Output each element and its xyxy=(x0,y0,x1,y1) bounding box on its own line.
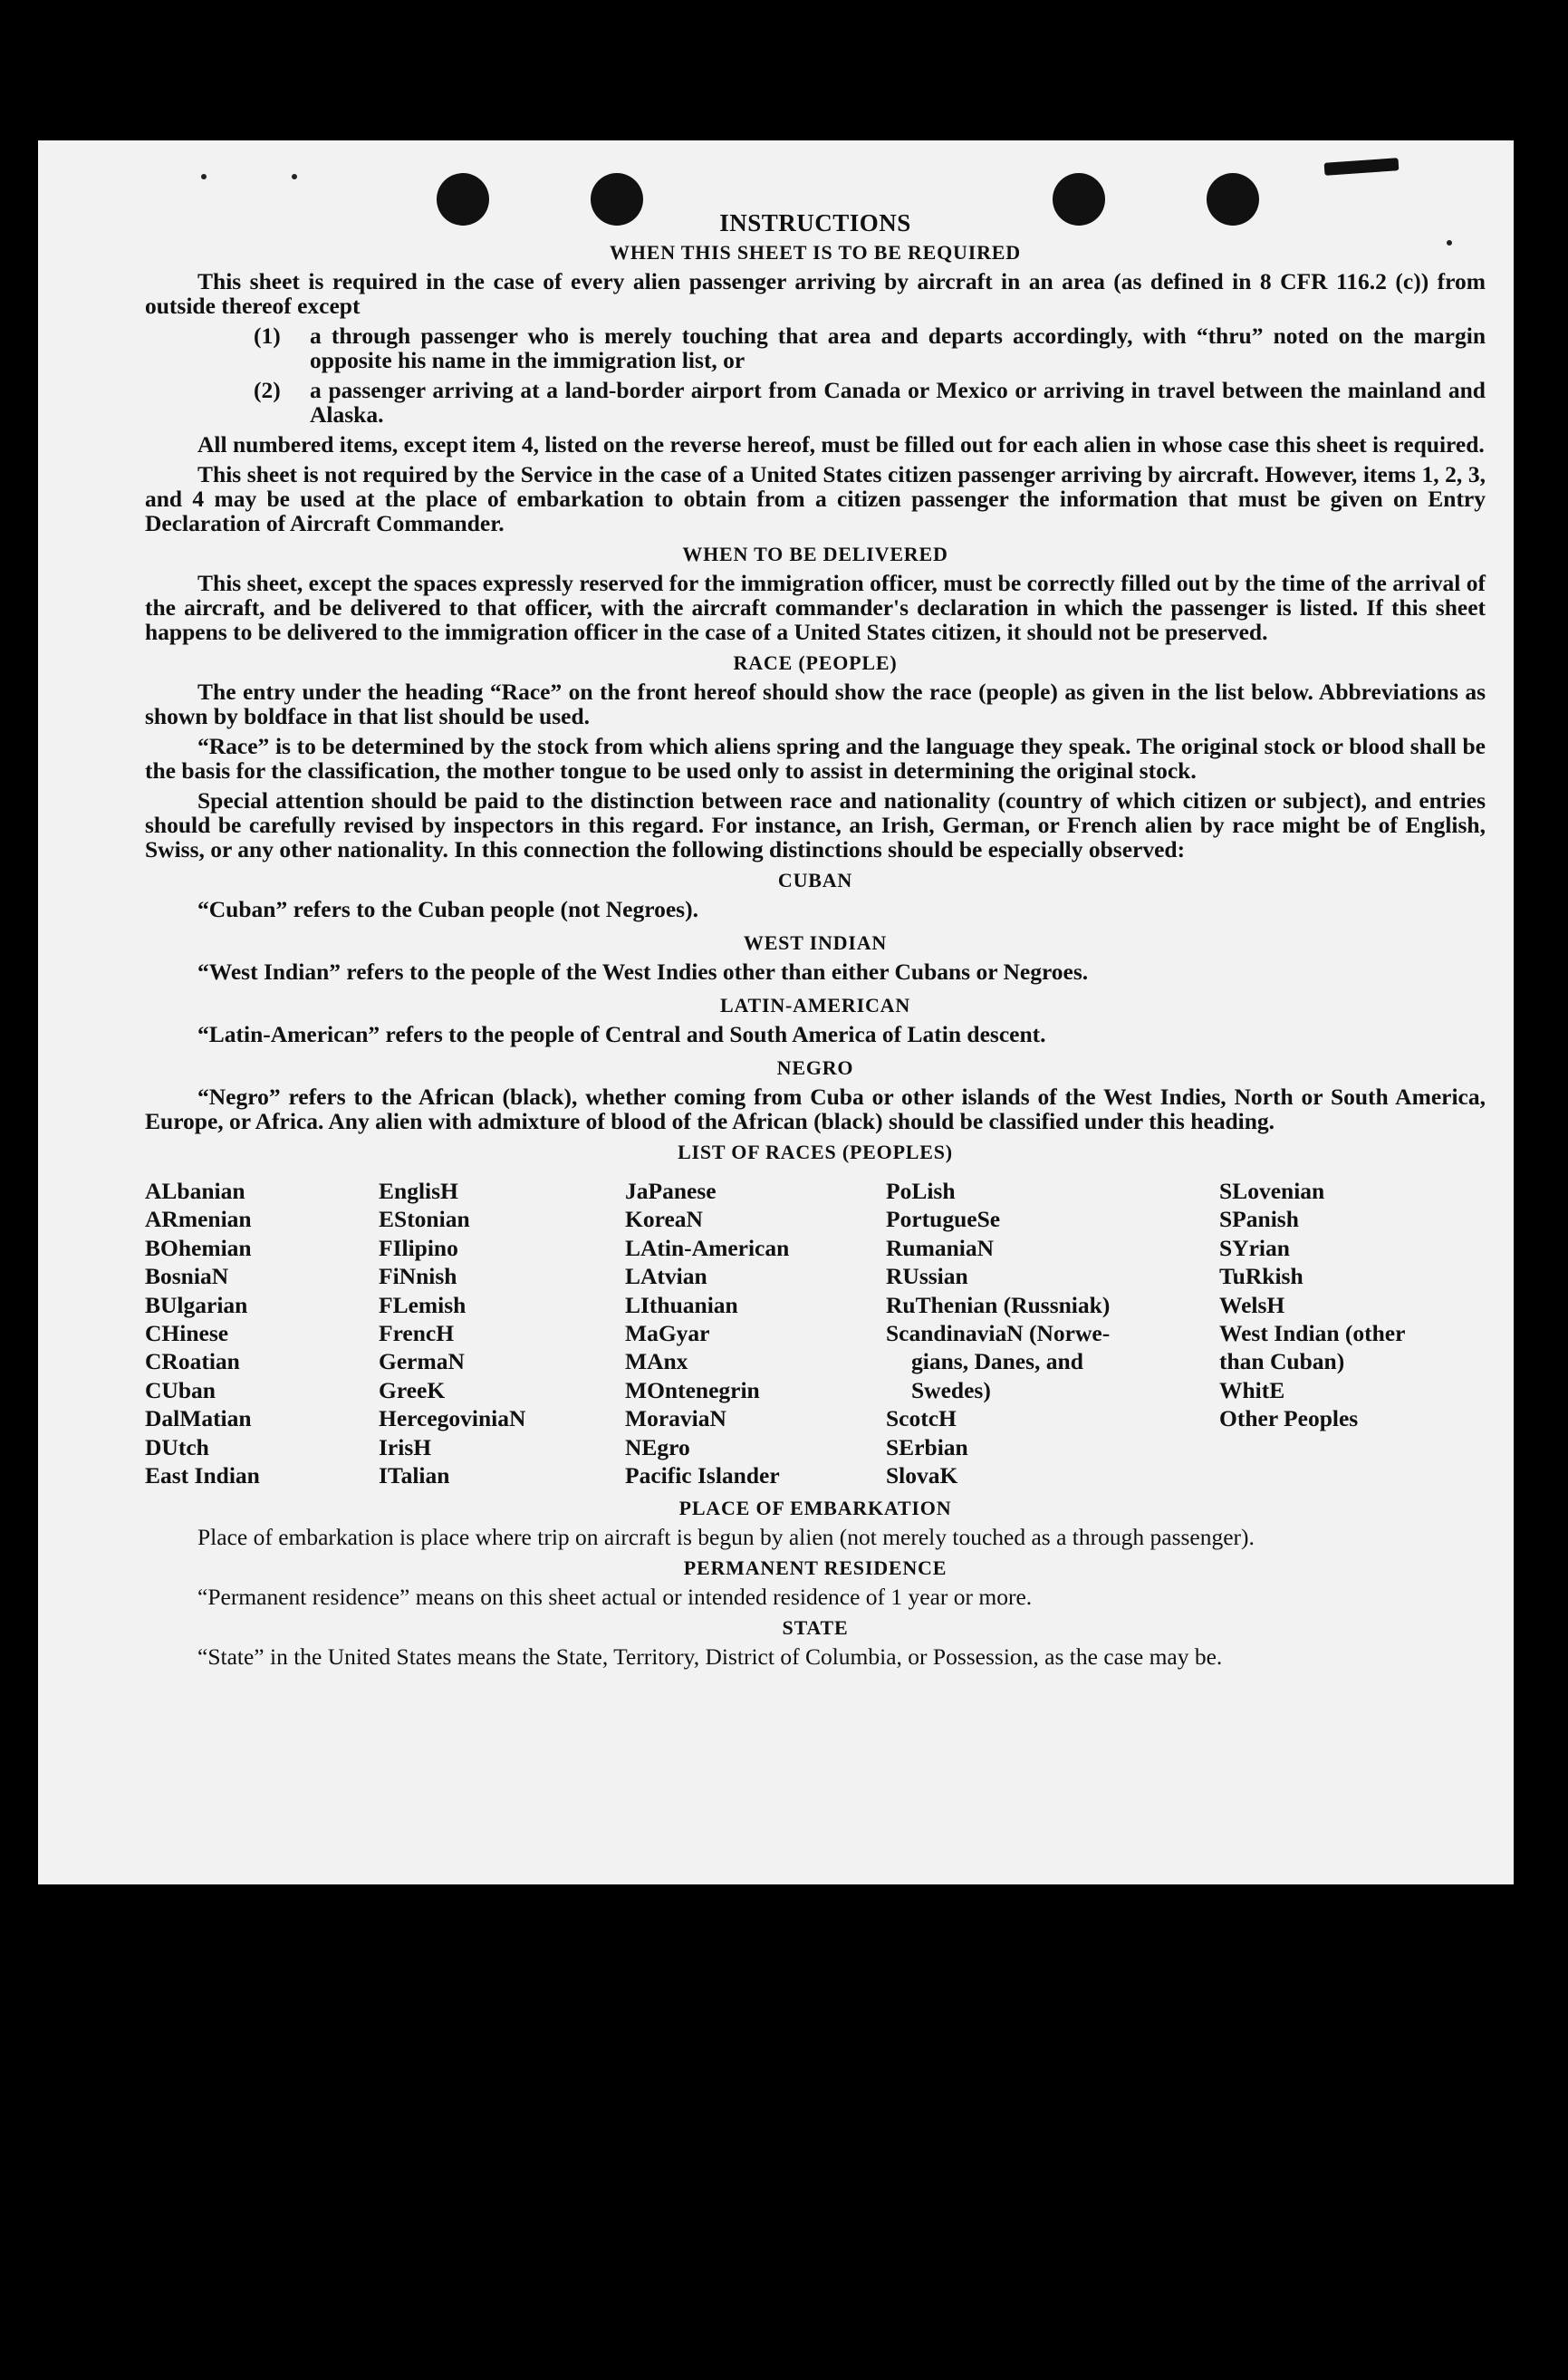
race-entry: WhitE xyxy=(1219,1376,1285,1403)
race-entry: Pacific Islander xyxy=(625,1462,780,1489)
instructions-content xyxy=(145,209,1486,1674)
races-table xyxy=(145,1177,1486,1489)
paragraph-state: “State” in the United States means the State, Territory, District of Columbia, or Possession, as the case may be. xyxy=(197,1643,1223,1671)
race-entry: West Indian (other xyxy=(1219,1320,1406,1347)
race-entry: MOntenegrin xyxy=(625,1376,760,1403)
paragraph-latin-american: “Latin-American” refers to the people of Central and South America of Latin descent. xyxy=(197,1021,1046,1047)
item-number: (2) xyxy=(254,377,281,403)
race-entry: SYrian xyxy=(1219,1234,1290,1261)
race-entry: East Indian xyxy=(145,1462,260,1489)
race-entry: than Cuban) xyxy=(1219,1348,1345,1375)
race-entry: ARmenian xyxy=(145,1206,252,1233)
race-entry: BOhemian xyxy=(145,1234,252,1261)
race-entry: TuRkish xyxy=(1219,1263,1303,1290)
race-entry: IrisH xyxy=(379,1433,432,1460)
race-entry: BosniaN xyxy=(145,1263,229,1290)
race-entry: DUtch xyxy=(145,1433,209,1460)
section-title-negro: NEGRO xyxy=(776,1056,854,1079)
paragraph-numbered-items: All numbered items, except item 4, listed on the reverse hereof, must be filled out for each alien in whose case this sheet is required. xyxy=(197,431,1485,458)
race-entry: CRoatian xyxy=(145,1348,240,1375)
race-entry: gians, Danes, and xyxy=(911,1348,1083,1375)
list-item xyxy=(254,378,1486,427)
paragraph-cuban: “Cuban” refers to the Cuban people (not Negroes). xyxy=(197,896,698,922)
paragraph-intro: This sheet is required in the case of every alien passenger arriving by aircraft in an area (as defined in 8 CFR 116.2 (c)) from outside thereof except xyxy=(145,268,1486,319)
race-entry: RUssian xyxy=(886,1263,968,1290)
race-entry: JaPanese xyxy=(625,1178,717,1204)
paragraph-place-of-embarkation: Place of embarkation is place where trip on aircraft is begun by alien (not merely touched as a through passenger). xyxy=(197,1524,1255,1551)
race-entry: SlovaK xyxy=(886,1462,958,1489)
race-entry: FiNnish xyxy=(379,1263,457,1290)
document-page xyxy=(38,140,1514,1884)
race-entry: EnglisH xyxy=(379,1178,458,1204)
race-entry: SErbian xyxy=(886,1433,968,1460)
scan-mark xyxy=(1324,158,1400,176)
section-title-state: STATE xyxy=(782,1616,849,1640)
exception-list xyxy=(145,323,1486,427)
race-entry: BUlgarian xyxy=(145,1291,248,1318)
races-column xyxy=(625,1177,886,1489)
race-entry: NEgro xyxy=(625,1433,690,1460)
paragraph-permanent-residence: “Permanent residence” means on this sheet actual or intended residence of 1 year or more. xyxy=(197,1584,1033,1611)
races-column xyxy=(1219,1177,1486,1489)
paragraph-delivery: This sheet, except the spaces expressly reserved for the immigration officer, must be correctly filled out by the time of the arrival of the aircraft, and be delivered to that officer, with the aircraft commander's declaration in which the passenger is listed. If this sheet happens to be delivered to the immigration officer in the case of a United States citizen, it should not be preserved. xyxy=(145,570,1486,645)
race-entry: FrencH xyxy=(379,1320,455,1347)
section-title-permanent-residence: PERMANENT RESIDENCE xyxy=(683,1556,948,1580)
race-entry: DalMatian xyxy=(145,1405,252,1432)
race-entry: FIlipino xyxy=(379,1234,458,1261)
scan-speck xyxy=(201,174,207,179)
section-title-when-delivered: WHEN TO BE DELIVERED xyxy=(682,543,948,565)
paragraph-race-2: “Race” is to be determined by the stock from which aliens spring and the language they speak. The original stock or blood shall be the basis for the classification, the mother tongue to be used only to assist in determining the original stock. xyxy=(145,733,1486,784)
race-entry: GermaN xyxy=(379,1348,465,1375)
paragraph-race-3: Special attention should be paid to the distinction between race and nationality (country of which citizen or subject), and entries should be carefully revised by inspectors in this regard. For instance, an Irish, German, or French alien by race might be of English, Swiss, or any other nationality. In this connection the following distinctions should be especially observed: xyxy=(145,787,1486,862)
race-entry: MAnx xyxy=(625,1348,688,1375)
page-title: INSTRUCTIONS xyxy=(719,209,911,236)
race-entry: WelsH xyxy=(1219,1291,1285,1318)
paragraph-citizen: This sheet is not required by the Service in the case of a United States citizen passenger arriving by aircraft. However, items 1, 2, 3, and 4 may be used at the place of embarkation to obtain from a citizen passenger the information that must be given on Entry Declaration of Aircraft Commander. xyxy=(145,461,1486,536)
paragraph-west-indian: “West Indian” refers to the people of the West Indies other than either Cubans or Negroes. xyxy=(197,959,1089,985)
race-entry: SPanish xyxy=(1219,1206,1299,1233)
section-title-list-of-races: LIST OF RACES (PEOPLES) xyxy=(678,1141,953,1163)
races-column xyxy=(379,1177,625,1489)
race-entry: LAtin-American xyxy=(625,1234,790,1261)
races-column xyxy=(145,1177,379,1489)
race-entry: LIthuanian xyxy=(625,1291,738,1318)
section-title-race: RACE (PEOPLE) xyxy=(733,651,898,674)
scan-speck xyxy=(292,174,297,179)
list-item xyxy=(254,323,1486,372)
section-title-when-required: WHEN THIS SHEET IS TO BE REQUIRED xyxy=(610,241,1021,264)
race-entry: ITalian xyxy=(379,1462,450,1489)
race-entry: MaGyar xyxy=(625,1320,710,1347)
race-entry: Swedes) xyxy=(911,1376,991,1403)
item-text: a passenger arriving at a land-border airport from Canada or Mexico or arriving in travel between the mainland and Alaska. xyxy=(310,377,1486,428)
race-entry: CHinese xyxy=(145,1320,229,1347)
paragraph-negro: “Negro” refers to the African (black), whether coming from Cuba or other islands of the West Indies, North or South America, Europe, or Africa. Any alien with admixture of blood of the African (black) should be classified under this heading. xyxy=(145,1084,1486,1134)
race-entry: PortugueSe xyxy=(886,1206,1001,1233)
race-entry: FLemish xyxy=(379,1291,467,1318)
section-title-place-of-embarkation: PLACE OF EMBARKATION xyxy=(678,1497,952,1520)
races-column xyxy=(886,1177,1219,1489)
race-entry: GreeK xyxy=(379,1376,446,1403)
section-title-west-indian: WEST INDIAN xyxy=(743,931,888,954)
race-entry: RumaniaN xyxy=(886,1234,995,1261)
race-entry: ScotcH xyxy=(886,1405,957,1432)
race-entry: MoraviaN xyxy=(625,1405,726,1432)
section-title-cuban: CUBAN xyxy=(777,869,853,891)
race-entry: Other Peoples xyxy=(1219,1405,1359,1432)
item-text: a through passenger who is merely touching that area and departs accordingly, with “thru” noted on the margin opposite his name in the immigration list, or xyxy=(310,323,1486,373)
section-title-latin-american: LATIN-AMERICAN xyxy=(719,994,911,1017)
race-entry: PoLish xyxy=(886,1178,956,1204)
item-number: (1) xyxy=(254,323,281,349)
race-entry: KoreaN xyxy=(625,1206,703,1233)
paragraph-race-1: The entry under the heading “Race” on the front hereof should show the race (people) as given in the list below. Abbreviations as shown by boldface in that list should be used. xyxy=(145,679,1486,729)
race-entry: RuThenian (Russniak) xyxy=(886,1291,1111,1318)
race-entry: SLovenian xyxy=(1219,1178,1325,1204)
race-entry: HercegoviniaN xyxy=(379,1405,526,1432)
race-entry: ScandinaviaN (Norwe- xyxy=(886,1320,1111,1347)
race-entry: CUban xyxy=(145,1376,216,1403)
race-entry: EStonian xyxy=(379,1206,470,1233)
race-entry: LAtvian xyxy=(625,1263,707,1290)
race-entry: ALbanian xyxy=(145,1178,245,1204)
